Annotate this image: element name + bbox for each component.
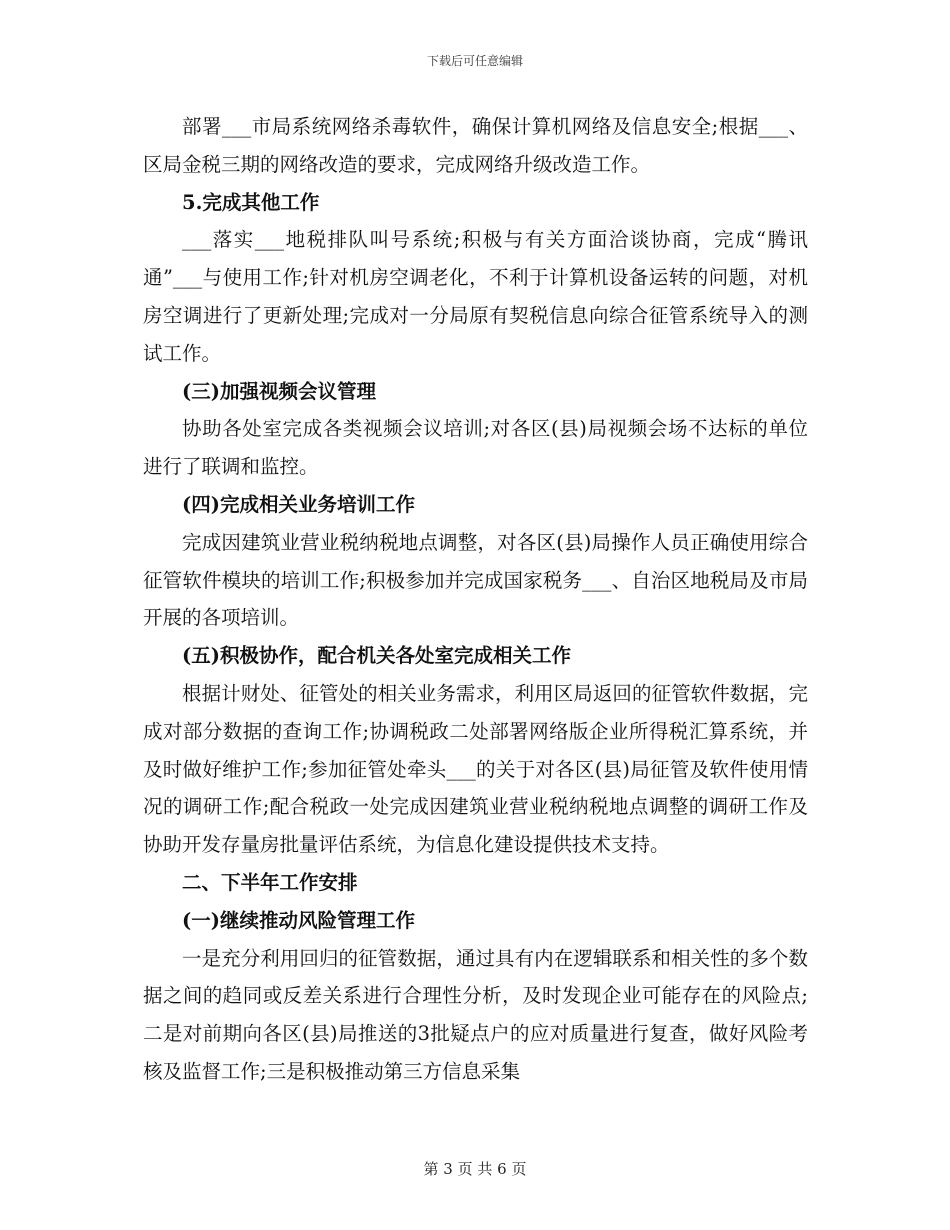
paragraph: 协助各处室完成各类视频会议培训;对各区(县)局视频会场不达标的单位进行了联调和监控。 [143, 417, 808, 479]
section-heading: (一)继续推动风险管理工作 [182, 908, 415, 932]
paragraph: ___落实___地税排队叫号系统;积极与有关方面洽谈协商，完成“腾讯通”___与使用工作;针对机房空调老化，不利于计算机设备运转的问题，对机房空调进行了更新处理;完成对一分局原有契税信息向综合征管系统导入的测试工作。 [143, 228, 808, 365]
section-heading: (三)加强视频会议管理 [182, 379, 376, 403]
page-header: 下载后可任意编辑 [426, 54, 523, 68]
page-footer: 第 3 页 共 6 页 [423, 1160, 527, 1178]
section-heading: 5.完成其他工作 [182, 190, 320, 214]
document-body [143, 108, 808, 1091]
paragraph: 根据计财处、征管处的相关业务需求，利用区局返回的征管软件数据，完成对部分数据的查询工作;协调税政二处部署网络版企业所得税汇算系统，并及时做好维护工作;参加征管处牵头___的关于对各区(县)局征管及软件使用情况的调研工作;配合税政一处完成因建筑业营业税纳税地点调整的调研工作及协助开发存量房批量评估系统，为信息化建设提供技术支持。 [143, 681, 808, 857]
paragraph: 一是充分利用回归的征管数据，通过具有内在逻辑联系和相关性的多个数据之间的趋同或反差关系进行合理性分析，及时发现企业可能存在的风险点;二是对前期向各区(县)局推送的3批疑点户的应对质量进行复查，做好风险考核及监督工作;三是积极推动第三方信息采集 [143, 946, 808, 1083]
paragraph: 完成因建筑业营业税纳税地点调整，对各区(县)局操作人员正确使用综合征管软件模块的培训工作;积极参加并完成国家税务___、自治区地税局及市局开展的各项培训。 [143, 530, 808, 630]
section-heading: (四)完成相关业务培训工作 [182, 492, 415, 516]
section-heading: 二、下半年工作安排 [182, 870, 358, 894]
section-heading: (五)积极协作，配合机关各处室完成相关工作 [182, 644, 571, 668]
paragraph: 部署___市局系统网络杀毒软件，确保计算机网络及信息安全;根据___、区局金税三期的网络改造的要求，完成网络升级改造工作。 [143, 115, 808, 176]
